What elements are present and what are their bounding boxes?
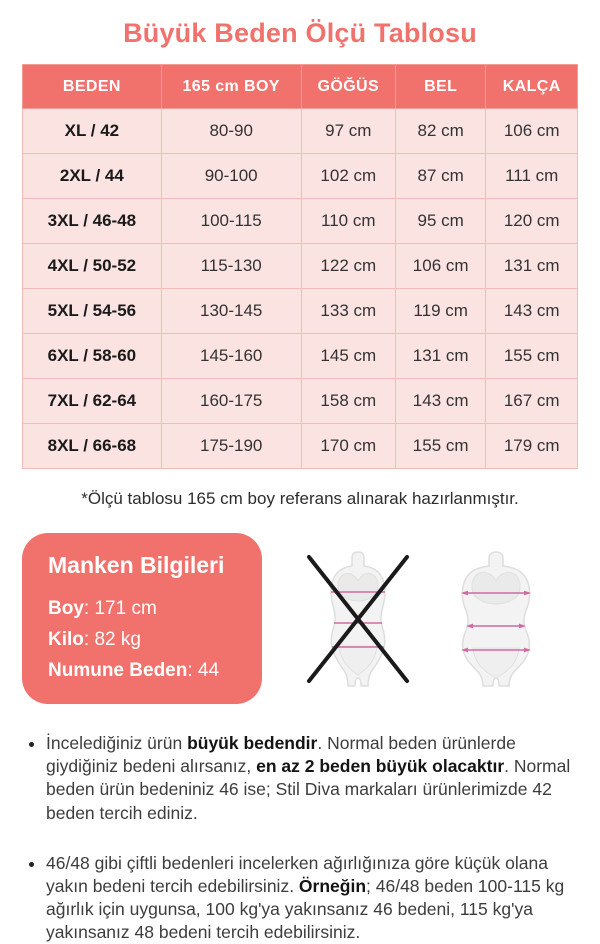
size-cell: 2XL / 44 [23, 154, 162, 199]
header-row [23, 65, 578, 109]
table-row [23, 379, 578, 424]
table-row [23, 244, 578, 289]
figure-illustrations [276, 533, 578, 704]
size-table [22, 64, 578, 469]
table-row [23, 199, 578, 244]
measure-cell: 111 cm [486, 154, 578, 199]
notes-list [28, 732, 580, 944]
size-table-header [23, 65, 578, 109]
table-row [23, 289, 578, 334]
header-cell-boy: 165 cm BOY [161, 65, 301, 109]
measure-cell: 82 cm [395, 109, 485, 154]
size-cell: 4XL / 50-52 [23, 244, 162, 289]
table-row [23, 334, 578, 379]
header-cell-gogus: GÖĞÜS [301, 65, 395, 109]
measure-cell: 106 cm [486, 109, 578, 154]
measure-cell: 95 cm [395, 199, 485, 244]
manken-weight-line: Kilo: 82 kg [48, 628, 141, 650]
note-item-double-sizes: • 46/48 gibi çiftli bedenleri incelerken ağırlığınıza göre küçük olana yakın bedeni tercih edebilirsiniz. Örneğin; 46/48 beden 100-115 kg ağırlık için uygunsa, 100 kg'ya yakınsanız 46 bedeni, 115 kg'ya yakınsanız 48 bedeni tercih edebilirsiniz. [46, 852, 580, 944]
measure-cell: 90-100 [161, 154, 301, 199]
measure-cell: 179 cm [486, 424, 578, 469]
measure-cell: 160-175 [161, 379, 301, 424]
size-cell: XL / 42 [23, 109, 162, 154]
page-title: Büyük Beden Ölçü Tablosu [123, 18, 477, 48]
measure-cell: 131 cm [395, 334, 485, 379]
measure-cell: 175-190 [161, 424, 301, 469]
measure-cell: 120 cm [486, 199, 578, 244]
size-cell: 3XL / 46-48 [23, 199, 162, 244]
measure-cell: 143 cm [486, 289, 578, 334]
measure-cell: 110 cm [301, 199, 395, 244]
plus-body-silhouette [462, 552, 529, 686]
measure-cell: 143 cm [395, 379, 485, 424]
measure-cell: 100-115 [161, 199, 301, 244]
measure-cell: 119 cm [395, 289, 485, 334]
measure-cell: 155 cm [486, 334, 578, 379]
size-table-body [23, 109, 578, 469]
measure-cell: 115-130 [161, 244, 301, 289]
table-row [23, 109, 578, 154]
size-cell: 6XL / 58-60 [23, 334, 162, 379]
header-cell-beden: BEDEN [23, 65, 162, 109]
header-cell-bel: BEL [395, 65, 485, 109]
measure-cell: 133 cm [301, 289, 395, 334]
table-row [23, 154, 578, 199]
measure-cell: 97 cm [301, 109, 395, 154]
size-cell: 5XL / 54-56 [23, 289, 162, 334]
measure-cell: 167 cm [486, 379, 578, 424]
measure-cell: 145-160 [161, 334, 301, 379]
measure-cell: 170 cm [301, 424, 395, 469]
measure-cell: 130-145 [161, 289, 301, 334]
measure-cell: 155 cm [395, 424, 485, 469]
measure-cell: 87 cm [395, 154, 485, 199]
model-info-section [22, 533, 578, 704]
table-footnote: *Ölçü tablosu 165 cm boy referans alınarak hazırlanmıştır. [81, 489, 519, 508]
crossed-slim-figure-icon [302, 549, 414, 689]
manken-info-box [22, 533, 262, 704]
table-row [23, 424, 578, 469]
measure-cell: 158 cm [301, 379, 395, 424]
note-item-sizing: • İncelediğiniz ürün büyük bedendir. Normal beden ürünlerde giydiğiniz bedeni alırsanız, en az 2 beden büyük olacaktır. Normal beden ürün bedeniniz 46 ise; Stil Diva markaları ürünlerimizde 42 beden tercih ediniz. [46, 732, 580, 824]
measure-cell: 131 cm [486, 244, 578, 289]
measure-cell: 106 cm [395, 244, 485, 289]
header-cell-kalca: KALÇA [486, 65, 578, 109]
measure-cell: 102 cm [301, 154, 395, 199]
size-cell: 7XL / 62-64 [23, 379, 162, 424]
manken-height-line: Boy: 171 cm [48, 598, 157, 619]
plus-size-figure-icon [440, 549, 552, 689]
manken-sample-size-line: Numune Beden: 44 [48, 659, 220, 681]
measure-cell: 145 cm [301, 334, 395, 379]
manken-box-title: Manken Bilgileri [48, 552, 225, 578]
measure-cell: 80-90 [161, 109, 301, 154]
size-cell: 8XL / 66-68 [23, 424, 162, 469]
measure-cell: 122 cm [301, 244, 395, 289]
